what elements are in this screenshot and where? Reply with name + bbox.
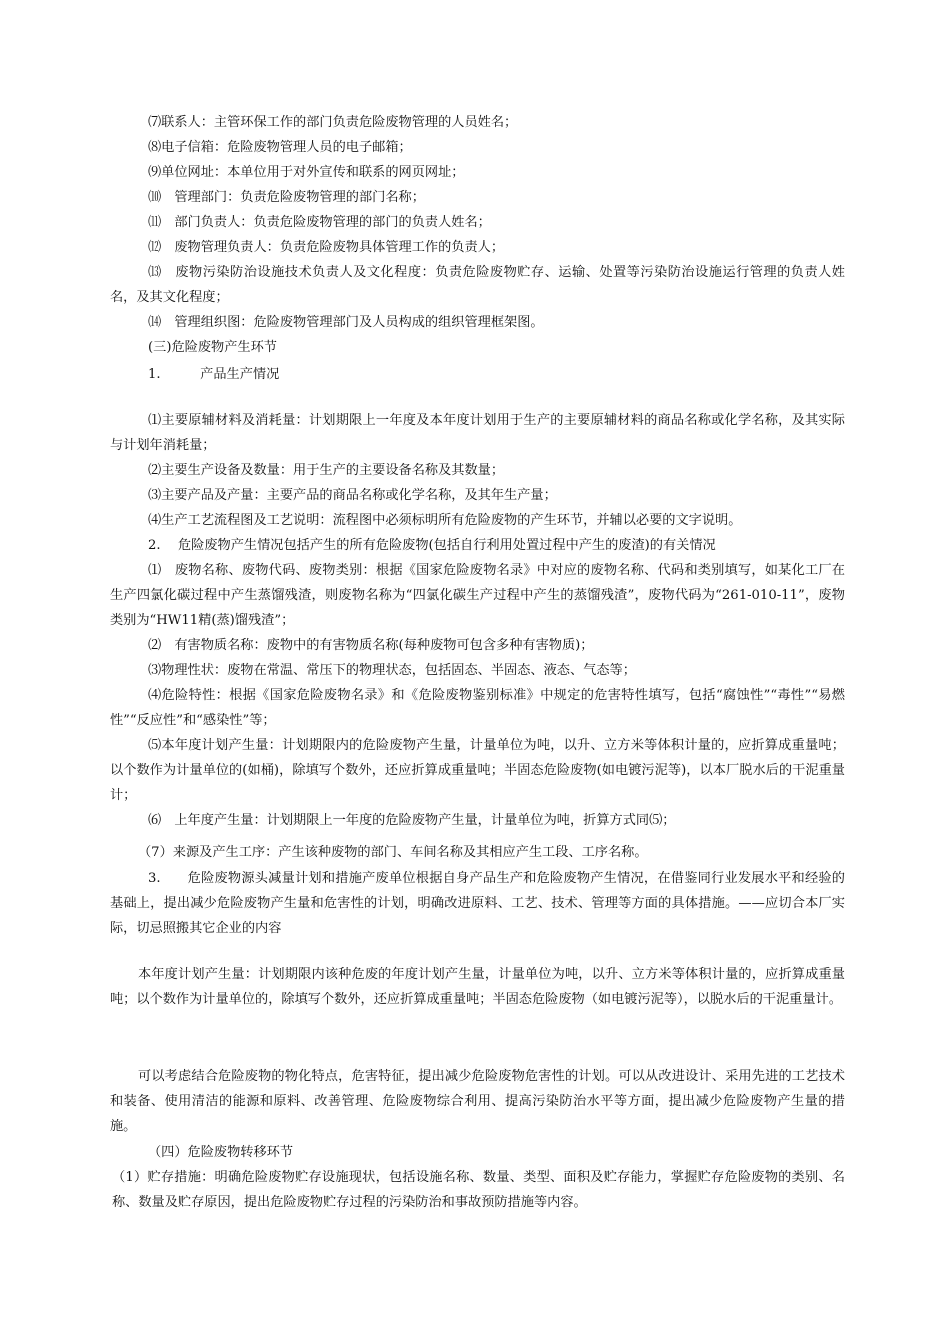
paragraph-raw-materials: ⑴主要原辅材料及消耗量：计划期限上一年度及本年度计划用于生产的主要原辅材料的商品名称或化学名称，及其实际与计划年消耗量； xyxy=(110,413,845,453)
paragraph-annual-plan: 本年度计划产生量：计划期限内该种危废的年度计划产生量，计量单位为吨，以升、立方米等体积计量的，应折算成重量吨；以个数作为计量单位的，除填写个数外，还应折算成重量吨；半固态危险废物（如电镀污泥等），以脱水后的干泥重量计。 xyxy=(110,967,845,1007)
paragraph-7-contact: ⑺联系人：主管环保工作的部门负责危险废物管理的人员姓名； xyxy=(148,115,518,130)
paragraph-reduction-measures: 可以考虑结合危险废物的物化特点，危害特征，提出减少危险废物危害性的计划。可以从改进设计、采用先进的工艺技术和装备、使用清洁的能源和原料、改善管理、危险废物综合利用、提高污染防治水平等方面，提出减少危险废物产生量的措施。 xyxy=(110,1069,845,1134)
section-heading-4: （四）危险废物转移环节 xyxy=(148,1145,294,1160)
paragraph-12-waste-manager: ⑿ 废物管理负责人：负责危险废物具体管理工作的负责人； xyxy=(148,240,505,255)
paragraph-11-dept-head: ⑾ 部门负责人：负责危险废物管理的部门的负责人姓名； xyxy=(148,215,491,230)
paragraph-9-website: ⑼单位网址：本单位用于对外宣传和联系的网页网址； xyxy=(148,165,465,180)
subheading-2-waste-generation: 2. 危险废物产生情况包括产生的所有危险废物(包括自行利用处置过程中产生的废渣)的有关情况 xyxy=(148,538,716,553)
paragraph-last-year-output: ⑹ 上年度产生量：计划期限上一年度的危险废物产生量，计量单位为吨，折算方式同⑸； xyxy=(148,813,676,828)
paragraph-8-email: ⑻电子信箱：危险废物管理人员的电子邮箱； xyxy=(148,140,412,155)
paragraph-source-process: （7）来源及产生工序：产生该种废物的部门、车间名称及其相应产生工段、工序名称。 xyxy=(138,845,648,860)
paragraph-storage-measures: （1）贮存措施：明确危险废物贮存设施现状，包括设施名称、数量、类型、面积及贮存能力，掌握贮存危险废物的类别、名称、数量及贮存原因，提出危险废物贮存过程的污染防治和事故预防措施等内容。 xyxy=(112,1170,845,1210)
paragraph-hazardous-substance: ⑵ 有害物质名称：废物中的有害物质名称(每种废物可包含多种有害物质)； xyxy=(148,638,594,653)
subheading-3-reduction-plan: 3. 危险废物源头减量计划和措施产废单位根据自身产品生产和危险废物产生情况，在借鉴同行业发展水平和经验的基础上，提出减少危险废物产生量和危害性的计划，明确改进原料、工艺、技术、管理等方面的具体措施。——应切合本厂实际，切忌照搬其它企业的内容 xyxy=(110,871,845,936)
paragraph-process-flow: ⑷生产工艺流程图及工艺说明：流程图中必须标明所有危险废物的产生环节，并辅以必要的文字说明。 xyxy=(148,513,742,528)
paragraph-physical-state: ⑶物理性状：废物在常温、常压下的物理状态，包括固态、半固态、液态、气态等； xyxy=(148,663,636,678)
section-heading-3: (三)危险废物产生环节 xyxy=(148,340,277,355)
paragraph-10-dept: ⑽ 管理部门：负责危险废物管理的部门名称； xyxy=(148,190,425,205)
paragraph-equipment: ⑵主要生产设备及数量：用于生产的主要设备名称及其数量； xyxy=(148,463,505,478)
paragraph-hazard-properties: ⑷危险特性：根据《国家危险废物名录》和《危险废物鉴别标准》中规定的危害特性填写，包括“腐蚀性”“毒性”“易燃性”“反应性”和“感染性”等； xyxy=(110,688,845,728)
paragraph-planned-output: ⑸本年度计划产生量：计划期限内的危险废物产生量，计量单位为吨，以升、立方米等体积计量的，应折算成重量吨；以个数作为计量单位的(如桶)，除填写个数外，还应折算成重量吨；半固态危险废物(如电镀污泥等)，以本厂脱水后的干泥重量计； xyxy=(110,738,845,803)
paragraph-13-tech-lead: ⒀ 废物污染防治设施技术负责人及文化程度：负责危险废物贮存、运输、处置等污染防治设施运行管理的负责人姓名，及其文化程度； xyxy=(110,265,845,305)
paragraph-waste-name-code: ⑴ 废物名称、废物代码、废物类别：根据《国家危险废物名录》中对应的废物名称、代码和类别填写，如某化工厂在生产四氯化碳过程中产生蒸馏残渣，则废物名称为“四氯化碳生产过程中产生的蒸馏残渣”，废物代码为“261-010-11”，废物类别为“HW11精(蒸)馏残渣”； xyxy=(110,563,845,628)
paragraph-products: ⑶主要产品及产量：主要产品的商品名称或化学名称，及其年生产量； xyxy=(148,488,557,503)
paragraph-14-org-chart: ⒁ 管理组织图：危险废物管理部门及人员构成的组织管理框架图。 xyxy=(148,315,544,330)
subheading-1-production: 1. 产品生产情况 xyxy=(148,367,280,382)
